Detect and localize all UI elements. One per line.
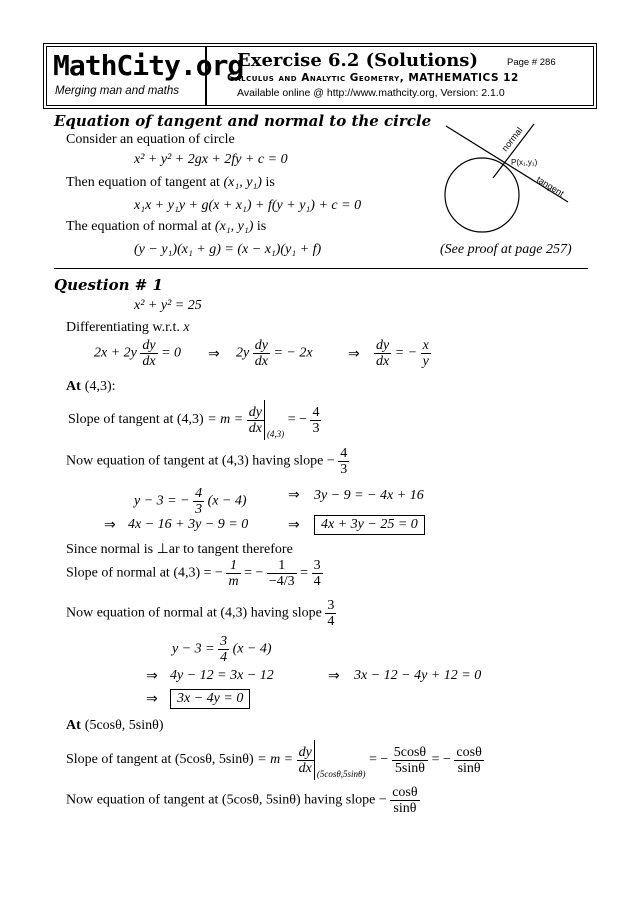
implies-icon: ⇒ <box>288 518 300 533</box>
online-link[interactable]: Available online @ http://www.mathcity.org, Version: 2.1.0 <box>237 87 505 99</box>
tangent-step-2: 3y − 9 = − 4x + 16 <box>314 488 424 503</box>
proof-reference: (See proof at page 257) <box>440 242 572 257</box>
intro-line-3: The equation of normal at (x₁, y₁) is <box>66 219 267 234</box>
slope-tangent-theta: Slope of tangent at (5cosθ, 5sinθ) = m = $\frac{dy}{dx}$ $_{(5cos\theta,5sin\theta)}$ = − $\frac{5\cos\theta}{5\sin\theta}$ = − $\frac{\cos\theta}{\sin\theta}$ <box>66 740 484 780</box>
slope-normal-43: Slope of normal at (4,3) = − $\frac{1}{m}$ = − $\frac{1}{-4/3}$ = $\frac{3}{4}$ <box>66 558 321 589</box>
intro-line-1: Consider an equation of circle <box>66 132 235 147</box>
tangent-label: tangent <box>534 174 566 199</box>
now-tangent-theta: Now equation of tangent at (5cosθ, 5sinθ) having slope − $\frac{\cos\theta}{\sin\theta}$ <box>66 785 418 816</box>
normal-result-43: 3x − 4y = 0 <box>170 689 250 709</box>
now-tangent-43: Now equation of tangent at (4,3) having slope − $\frac{4}{3}$ <box>66 446 348 477</box>
tangent-equation: x₁x + y₁y + g(x + x₁) + f(y + y₁) + c = 0 <box>134 198 362 213</box>
exercise-title: Exercise 6.2 (Solutions) <box>237 50 478 71</box>
section-divider <box>54 268 588 269</box>
at-point-theta: At (5cosθ, 5sinθ) <box>66 718 164 733</box>
implies-icon: ⇒ <box>146 669 158 684</box>
page-number: Page # 286 <box>507 57 556 68</box>
tangent-result-43: 4x + 3y − 25 = 0 <box>314 515 425 535</box>
q1-derivative-2: 2y $\frac{dy}{dx}$ = − 2x <box>236 338 313 369</box>
q1-equation: x² + y² = 25 <box>134 298 202 313</box>
intro-line-2: Then equation of tangent at (x₁, y₁) is <box>66 175 275 190</box>
q1-derivative-1: 2x + 2y $\frac{dy}{dx}$ = 0 <box>94 338 182 369</box>
normal-step-1: y − 3 = $\frac{3}{4}$ (x − 4) <box>172 634 272 665</box>
implies-icon: ⇒ <box>288 488 300 503</box>
brand-logo[interactable]: MathCity.org <box>53 49 244 82</box>
normal-step-2: 4y − 12 = 3x − 12 <box>170 668 274 683</box>
normal-perpendicular: Since normal is ⊥ar to tangent therefore <box>66 542 293 557</box>
tagline: Merging man and maths <box>55 85 180 97</box>
header-divider <box>205 47 207 105</box>
implies-icon: ⇒ <box>104 518 116 533</box>
page-header <box>46 46 594 106</box>
implies-icon: ⇒ <box>146 692 158 707</box>
q1-derivative-3: $\frac{dy}{dx}$ = − $\frac{x}{y}$ <box>376 338 429 369</box>
at-point-43: At (4,3): <box>66 379 116 394</box>
tangent-step-3: 4x − 16 + 3y − 9 = 0 <box>128 517 249 532</box>
implies-icon: ⇒ <box>208 347 220 362</box>
normal-step-3: 3x − 12 − 4y + 12 = 0 <box>354 668 482 683</box>
slope-tangent-43: Slope of tangent at (4,3) = m = $\frac{dy}{dx}$ $_{(4,3)}$ = − $\frac{4}{3}$ <box>68 400 321 440</box>
section-heading: Equation of tangent and normal to the circle <box>54 112 432 130</box>
tangent-normal-figure <box>440 120 580 240</box>
question-heading: Question # 1 <box>54 276 163 294</box>
circle-equation: x² + y² + 2gx + 2fy + c = 0 <box>134 152 288 167</box>
tangent-step-1: y − 3 = − $\frac{4}{3}$ (x − 4) <box>134 486 247 517</box>
normal-label: normal <box>499 125 525 154</box>
now-normal-43: Now equation of normal at (4,3) having slope $\frac{3}{4}$ <box>66 598 335 629</box>
circle-shape <box>445 158 519 232</box>
q1-differentiate: Differentiating w.r.t. x <box>66 320 190 335</box>
course-title: Calculus and Analytic Geometry, MATHEMATICS 12 <box>227 72 519 84</box>
point-label: P(x₁,y₁) <box>511 158 538 167</box>
implies-icon: ⇒ <box>348 347 360 362</box>
normal-equation: (y − y₁)(x₁ + g) = (x − x₁)(y₁ + f) <box>134 242 322 257</box>
implies-icon: ⇒ <box>328 669 340 684</box>
